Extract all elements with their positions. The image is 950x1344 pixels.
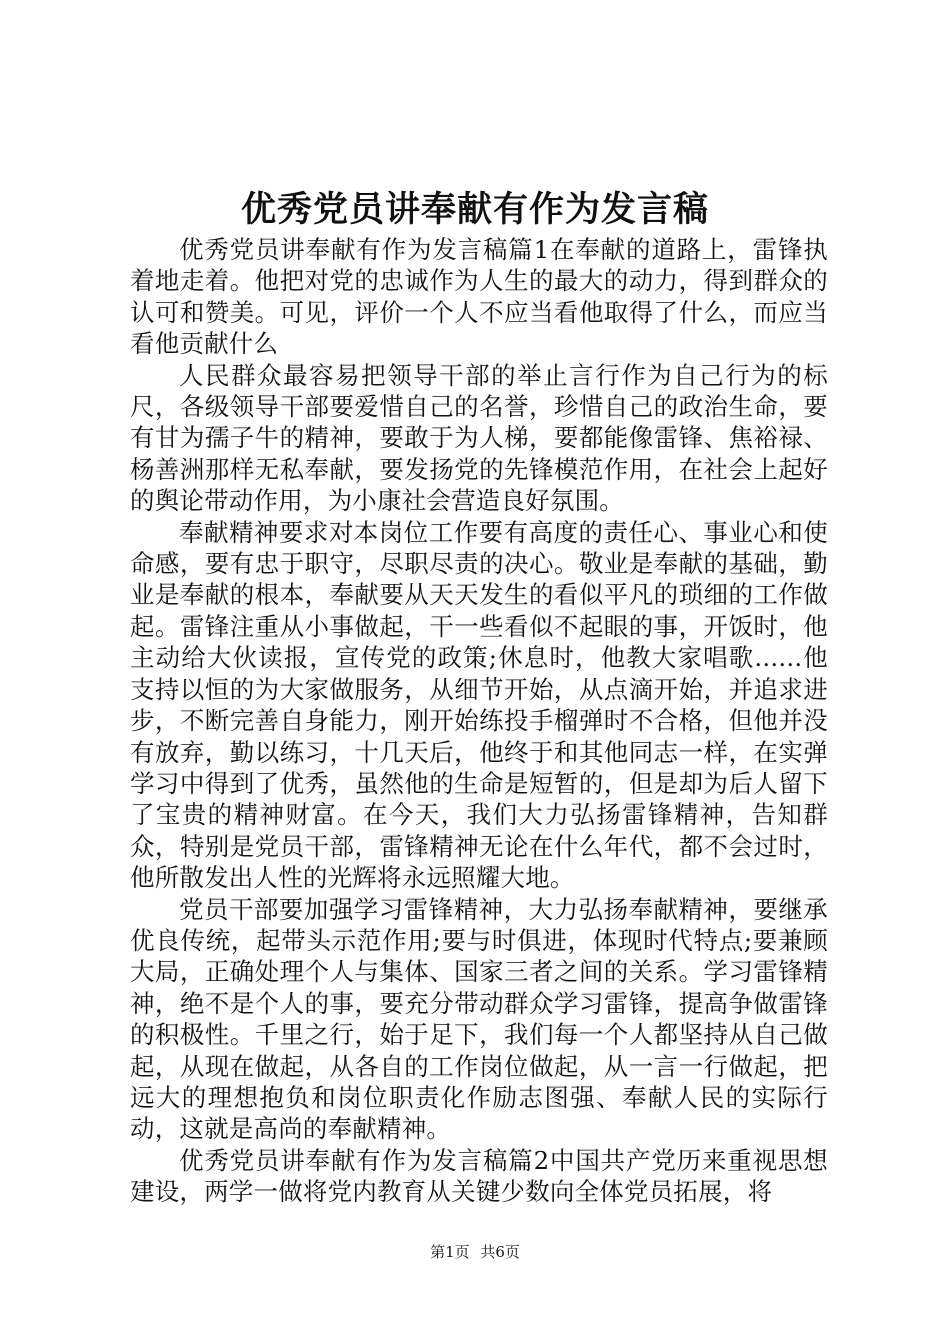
paragraph-4: 党员干部要加强学习雷锋精神，大力弘扬奉献精神，要继承优良传统，起带头示范作用;要与时俱进，体现时代特点;要兼顾大局，正确处理个人与集体、国家三者之间的关系。学习雷锋精神，绝不是个人的事，要充分带动群众学习雷锋，提高争做雷锋的积极性。千里之行，始于足下，我们每一个人都坚持从自己做起，从现在做起，从各自的工作岗位做起，从一言一行做起，把远大的理想抱负和岗位职责化作励志图强、奉献人民的实际行动，这就是高尚的奉献精神。 bbox=[130, 894, 828, 1144]
document-title: 优秀党员讲奉献有作为发言稿 bbox=[240, 190, 709, 230]
paragraph-1: 优秀党员讲奉献有作为发言稿篇1在奉献的道路上，雷锋执着地走着。他把对党的忠诚作为人生的最大的动力，得到群众的认可和赞美。可见，评价一个人不应当看他取得了什么，而应当看他贡献什么 bbox=[130, 235, 828, 359]
page-number-footer: 第1页 共6页 bbox=[430, 1243, 520, 1261]
document-body bbox=[130, 234, 828, 1208]
paragraph-3: 奉献精神要求对本岗位工作要有高度的责任心、事业心和使命感，要有忠于职守，尽职尽责的决心。敬业是奉献的基础，勤业是奉献的根本，奉献要从天天发生的看似平凡的琐细的工作做起。雷锋注重从小事做起，干一些看似不起眼的事，开饭时，他主动给大伙读报，宣传党的政策;休息时，他教大家唱歌......他支持以恒的为大家做服务，从细节开始，从点滴开始，并追求进步，不断完善自身能力，刚开始练投手榴弹时不合格，但他并没有放弃，勤以练习，十几天后，他终于和其他同志一样，在实弹学习中得到了优秀，虽然他的生命是短暂的，但是却为后人留下了宝贵的精神财富。在今天，我们大力弘扬雷锋精神，告知群众，特别是党员干部，雷锋精神无论在什么年代，都不会过时，他所散发出人性的光辉将永远照耀大地。 bbox=[130, 517, 828, 893]
paragraph-2: 人民群众最容易把领导干部的举止言行作为自己行为的标尺，各级领导干部要爱惜自己的名誉，珍惜自己的政治生命，要有甘为孺子牛的精神，要敢于为人梯，要都能像雷锋、焦裕禄、杨善洲那样无私奉献，要发扬党的先锋模范作用，在社会上起好的舆论带动作用，为小康社会营造良好氛围。 bbox=[130, 360, 828, 516]
paragraph-5: 优秀党员讲奉献有作为发言稿篇2中国共产党历来重视思想建设，两学一做将党内教育从关键少数向全体党员拓展，将 bbox=[130, 1145, 828, 1207]
